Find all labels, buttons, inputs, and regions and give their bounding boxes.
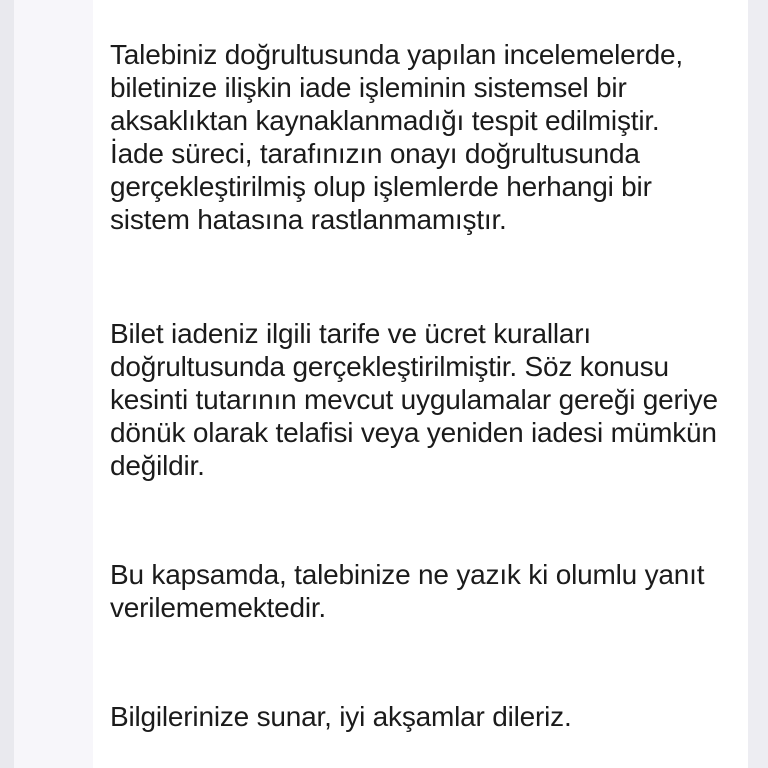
text-line: Talebiniz doğrultusunda yapılan incelemelerde, (110, 39, 683, 70)
text-line: Bilgilerinize sunar, iyi akşamlar dileriz. (110, 701, 572, 732)
text-line: verilememektedir. (110, 592, 327, 623)
paragraph-3 (110, 558, 735, 624)
right-margin-band (748, 0, 768, 768)
paragraph-4 (110, 700, 735, 733)
text-line: dönük olarak telafisi veya yeniden iadesi mümkün (110, 417, 717, 448)
paragraph-1 (110, 38, 735, 236)
text-line: sistem hatasına rastlanmamıştır. (110, 204, 507, 235)
text-line: biletinize ilişkin iade işleminin sistemsel bir (110, 72, 627, 103)
text-line: Bilet iadeniz ilgili tarife ve ücret kuralları (110, 318, 592, 349)
text-line: Bu kapsamda, talebinize ne yazık ki olumlu yanıt (110, 559, 705, 590)
text-line: kesinti tutarının mevcut uygulamalar gereği geriye (110, 384, 718, 415)
left-edge-strip (0, 0, 14, 768)
text-line: İade süreci, tarafınızın onayı doğrultusunda (110, 138, 640, 169)
text-line: değildir. (110, 450, 205, 481)
text-line: aksaklıktan kaynaklanmadığı tespit edilmiştir. (110, 105, 660, 136)
text-line: doğrultusunda gerçekleştirilmiştir. Söz konusu (110, 351, 669, 382)
paragraph-2 (110, 317, 735, 482)
text-line: gerçekleştirilmiş olup işlemlerde herhangi bir (110, 171, 652, 202)
left-margin-band (14, 0, 93, 768)
